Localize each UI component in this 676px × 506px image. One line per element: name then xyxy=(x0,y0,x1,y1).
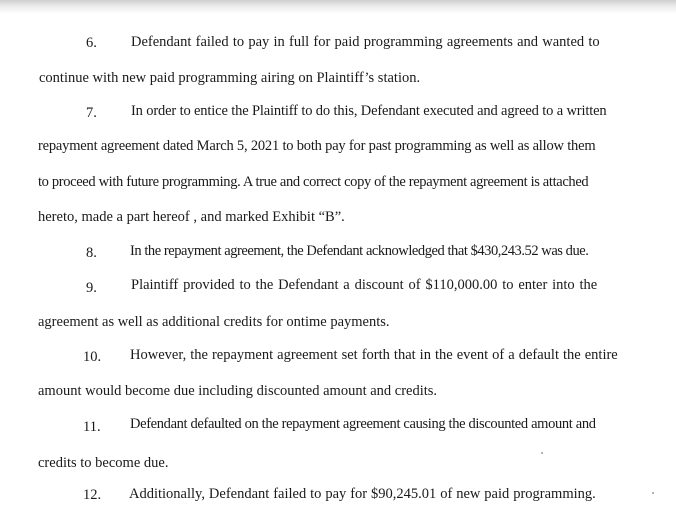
paragraph-10-line-1: However, the repayment agreement set forth that in the event of a default the entire xyxy=(130,347,618,363)
paragraph-7-line-4: hereto, made a part hereof , and marked Exhibit “B”. xyxy=(38,209,345,225)
paragraph-9-line-2: agreement as well as additional credits for ontime payments. xyxy=(38,314,390,330)
paragraph-number-6: 6. xyxy=(86,35,97,51)
paragraph-6-line-2: continue with new paid programming airing on Plaintiff’s station. xyxy=(39,70,421,86)
paragraph-6-line-1: Defendant failed to pay in full for paid programming agreements and wanted to xyxy=(131,34,600,50)
paragraph-8-line-1: In the repayment agreement, the Defendant acknowledged that $430,243.52 was due. xyxy=(130,243,589,259)
paragraph-number-10: 10. xyxy=(83,349,102,365)
scan-speck xyxy=(652,492,654,494)
paragraph-11-line-2: credits to become due. xyxy=(38,455,169,471)
paragraph-7-line-1: In order to entice the Plaintiff to do this, Defendant executed and agreed to a written xyxy=(131,103,607,119)
paragraph-7-line-3: to proceed with future programming. A true and correct copy of the repayment agreement is attached xyxy=(38,174,589,190)
paragraph-number-7: 7. xyxy=(86,105,97,121)
paragraph-10-line-2: amount would become due including discounted amount and credits. xyxy=(38,383,438,399)
paragraph-11-line-1: Defendant defaulted on the repayment agreement causing the discounted amount and xyxy=(130,416,596,432)
paragraph-12-line-1: Additionally, Defendant failed to pay for $90,245.01 of new paid programming. xyxy=(129,486,596,502)
scan-speck xyxy=(541,452,543,454)
paragraph-7-line-2: repayment agreement dated March 5, 2021 to both pay for past programming as well as allow them xyxy=(38,138,596,154)
paragraph-number-12: 12. xyxy=(83,487,102,503)
paragraph-number-9: 9. xyxy=(86,280,97,296)
paragraph-9-line-1: Plaintiff provided to the Defendant a discount of $110,000.00 to enter into the xyxy=(131,277,598,293)
paragraph-number-8: 8. xyxy=(86,245,97,261)
paragraph-number-11: 11. xyxy=(83,419,101,435)
